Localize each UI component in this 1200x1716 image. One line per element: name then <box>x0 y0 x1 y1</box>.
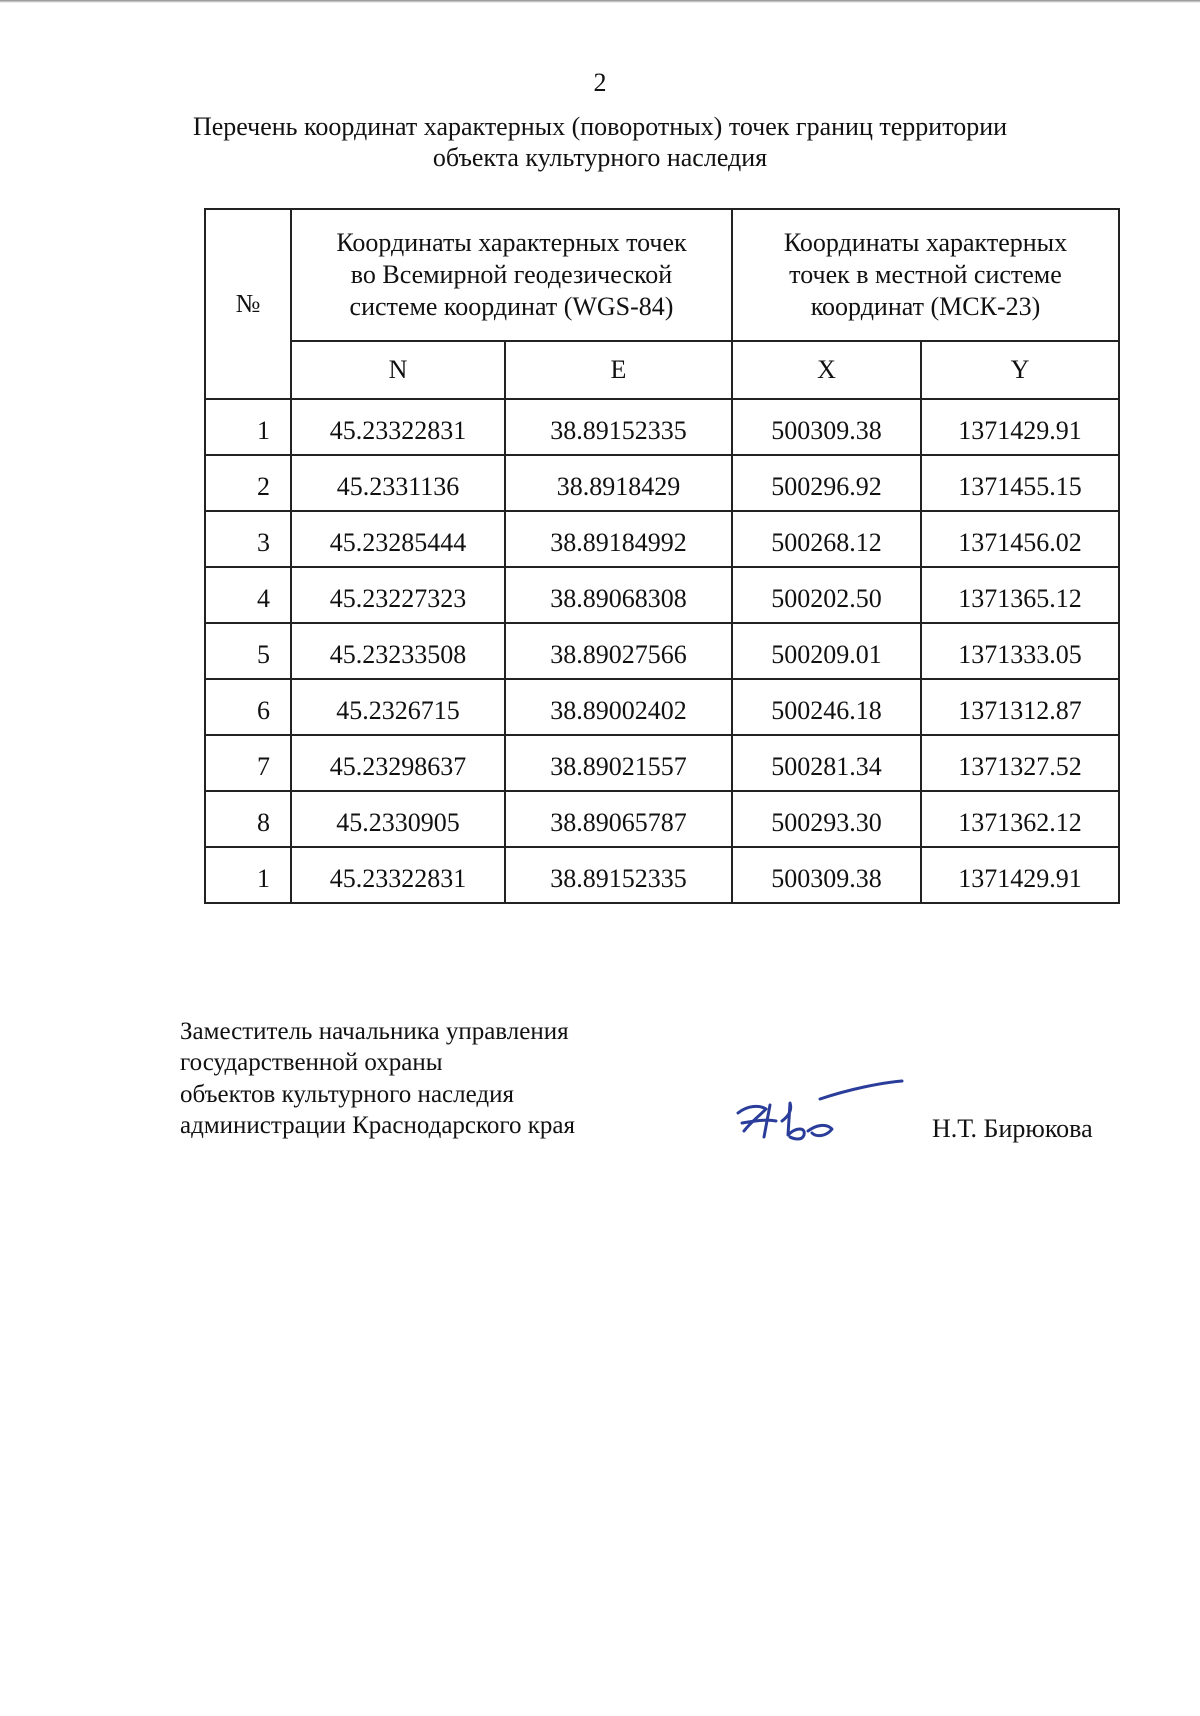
latitude-n-cell: 45.2331136 <box>291 455 505 511</box>
msk-x-cell: 500246.18 <box>732 679 921 735</box>
number-column-header: № <box>205 209 291 399</box>
point-number-cell: 6 <box>205 679 291 735</box>
title-line: Перечень координат характерных (поворотных) точек границ территории <box>192 112 1008 141</box>
longitude-e-cell: 38.8918429 <box>505 455 732 511</box>
msk-y-cell: 1371312.87 <box>921 679 1119 735</box>
latitude-n-cell: 45.2326715 <box>291 679 505 735</box>
latitude-n-cell: 45.23298637 <box>291 735 505 791</box>
table-row <box>205 399 1119 455</box>
coordinates-table <box>204 208 1120 904</box>
msk-y-cell: 1371429.91 <box>921 399 1119 455</box>
table-row <box>205 511 1119 567</box>
table-header-row <box>205 209 1119 341</box>
page-number: 2 <box>593 68 607 97</box>
table-body <box>205 399 1119 903</box>
msk-x-cell: 500293.30 <box>732 791 921 847</box>
table-row <box>205 623 1119 679</box>
latitude-n-cell: 45.2330905 <box>291 791 505 847</box>
table-row <box>205 847 1119 903</box>
msk-y-cell: 1371327.52 <box>921 735 1119 791</box>
latitude-n-cell: 45.23322831 <box>291 847 505 903</box>
msk-y-cell: 1371456.02 <box>921 511 1119 567</box>
table-row <box>205 679 1119 735</box>
header-line: Координаты характерных <box>783 228 1068 258</box>
msk-y-cell: 1371429.91 <box>921 847 1119 903</box>
msk-y-cell: 1371333.05 <box>921 623 1119 679</box>
point-number-cell: 5 <box>205 623 291 679</box>
table-row <box>205 791 1119 847</box>
msk-x-cell: 500281.34 <box>732 735 921 791</box>
table-row <box>205 455 1119 511</box>
msk-x-cell: 500268.12 <box>732 511 921 567</box>
latitude-n-cell: 45.23322831 <box>291 399 505 455</box>
e-column-header: E <box>505 341 732 399</box>
signer-position-line: государственной охраны <box>180 1049 443 1077</box>
latitude-n-cell: 45.23227323 <box>291 567 505 623</box>
msk-x-cell: 500202.50 <box>732 567 921 623</box>
header-line: системе координат (WGS-84) <box>349 291 674 321</box>
signer-name: Н.Т. Бирюкова <box>932 1114 1093 1143</box>
msk-x-cell: 500209.01 <box>732 623 921 679</box>
table-row <box>205 567 1119 623</box>
longitude-e-cell: 38.89152335 <box>505 399 732 455</box>
point-number-cell: 3 <box>205 511 291 567</box>
signer-position <box>180 1016 575 1141</box>
wgs84-column-header <box>291 209 732 341</box>
msk-y-cell: 1371365.12 <box>921 567 1119 623</box>
longitude-e-cell: 38.89027566 <box>505 623 732 679</box>
signer-position-line: Заместитель начальника управления <box>180 1018 569 1045</box>
point-number-cell: 4 <box>205 567 291 623</box>
msk-x-cell: 500296.92 <box>732 455 921 511</box>
document-title <box>150 111 1050 173</box>
latitude-n-cell: 45.23285444 <box>291 511 505 567</box>
header-line: координат (МСК-23) <box>810 291 1041 321</box>
latitude-n-cell: 45.23233508 <box>291 623 505 679</box>
msk23-column-header <box>732 209 1119 341</box>
title-line: объекта культурного наследия <box>432 143 768 173</box>
y-column-header: Y <box>921 341 1119 399</box>
x-column-header: X <box>732 341 921 399</box>
header-line: во Всемирной геодезической <box>350 260 673 290</box>
point-number-cell: 8 <box>205 791 291 847</box>
longitude-e-cell: 38.89152335 <box>505 847 732 903</box>
msk-y-cell: 1371455.15 <box>921 455 1119 511</box>
point-number-cell: 2 <box>205 455 291 511</box>
table-row <box>205 735 1119 791</box>
point-number-cell: 7 <box>205 735 291 791</box>
table-subheader-row <box>205 341 1119 399</box>
longitude-e-cell: 38.89068308 <box>505 567 732 623</box>
longitude-e-cell: 38.89065787 <box>505 791 732 847</box>
header-line: точек в местной системе <box>789 260 1062 290</box>
scan-edge <box>0 0 1200 3</box>
signer-position-line: администрации Краснодарского края <box>180 1111 576 1139</box>
point-number-cell: 1 <box>205 399 291 455</box>
msk-x-cell: 500309.38 <box>732 399 921 455</box>
header-line: Координаты характерных точек <box>336 228 687 258</box>
longitude-e-cell: 38.89184992 <box>505 511 732 567</box>
n-column-header: N <box>291 341 505 399</box>
longitude-e-cell: 38.89002402 <box>505 679 732 735</box>
msk-y-cell: 1371362.12 <box>921 791 1119 847</box>
longitude-e-cell: 38.89021557 <box>505 735 732 791</box>
signer-position-line: объектов культурного наследия <box>180 1080 514 1108</box>
point-number-cell: 1 <box>205 847 291 903</box>
msk-x-cell: 500309.38 <box>732 847 921 903</box>
handwritten-signature <box>730 1075 910 1155</box>
